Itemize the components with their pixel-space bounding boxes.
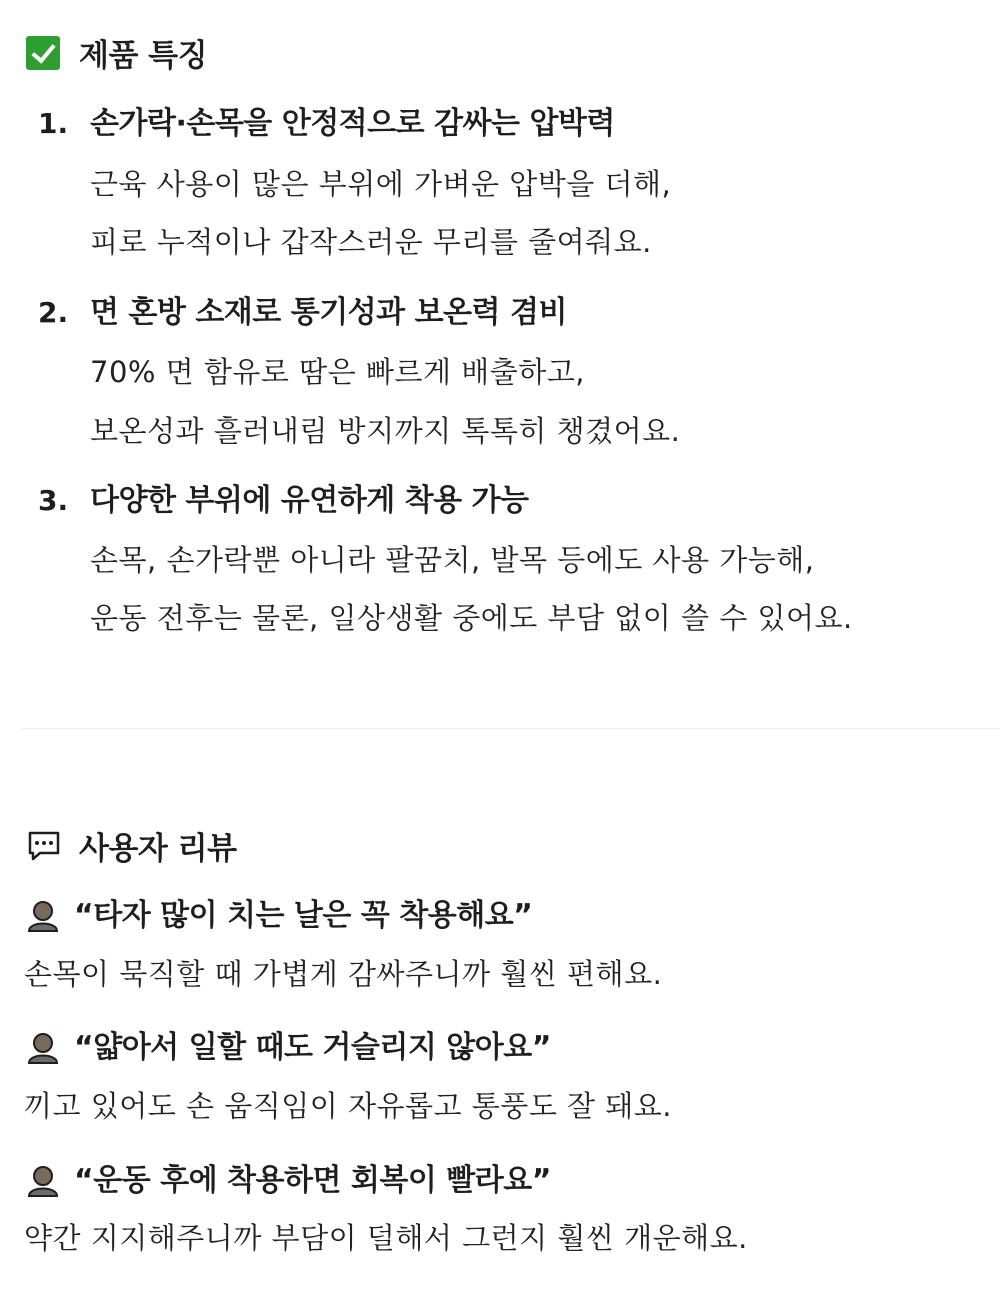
person-icon [26, 1164, 60, 1198]
feature-description-line: 손목, 손가락뿐 아니라 팔꿈치, 발목 등에도 사용 가능해, [90, 543, 815, 577]
review-title [26, 1161, 551, 1201]
feature-title: 면 혼방 소재로 통기성과 보온력 겸비 [90, 295, 567, 330]
feature-number: 1. [38, 107, 69, 140]
review-title [26, 1028, 551, 1068]
review-body: 끼고 있어도 손 움직임이 자유롭고 통풍도 잘 돼요. [24, 1089, 673, 1123]
feature-description-line: 피로 누적이나 갑작스러운 무리를 줄여줘요. [90, 225, 652, 259]
review-title-text: “타자 많이 치는 날은 꼭 착용해요” [74, 898, 533, 933]
feature-description-line: 보온성과 흘러내림 방지까지 톡톡히 챙겼어요. [90, 414, 681, 448]
reviews-heading-label: 사용자 리뷰 [79, 831, 237, 867]
speech-bubble-icon [26, 828, 62, 864]
checkmark-icon [26, 36, 60, 70]
section-divider [22, 728, 1000, 729]
feature-description-line: 근육 사용이 많은 부위에 가벼운 압박을 더해, [90, 167, 672, 201]
review-body: 손목이 묵직할 때 가볍게 감싸주니까 훨씬 편해요. [24, 957, 663, 991]
review-body: 약간 지지해주니까 부담이 덜해서 그런지 훨씬 개운해요. [24, 1221, 748, 1255]
feature-title: 손가락·손목을 안정적으로 감싸는 압박력 [90, 106, 615, 141]
review-title [26, 896, 532, 936]
feature-number: 3. [38, 484, 69, 517]
review-title-text: “얇아서 일할 때도 거슬리지 않아요” [74, 1030, 551, 1065]
feature-description-line: 운동 전후는 물론, 일상생활 중에도 부담 없이 쓸 수 있어요. [90, 601, 853, 635]
person-icon [26, 899, 60, 933]
features-heading-label: 제품 특징 [79, 38, 208, 74]
person-icon [26, 1031, 60, 1065]
review-title-text: “운동 후에 착용하면 회복이 빨라요” [74, 1163, 551, 1198]
features-heading [26, 30, 207, 75]
feature-title: 다양한 부위에 유연하게 착용 가능 [90, 483, 529, 518]
reviews-heading [26, 823, 237, 868]
feature-description-line: 70% 면 함유로 땀은 빠르게 배출하고, [90, 355, 585, 389]
feature-number: 2. [38, 296, 69, 329]
